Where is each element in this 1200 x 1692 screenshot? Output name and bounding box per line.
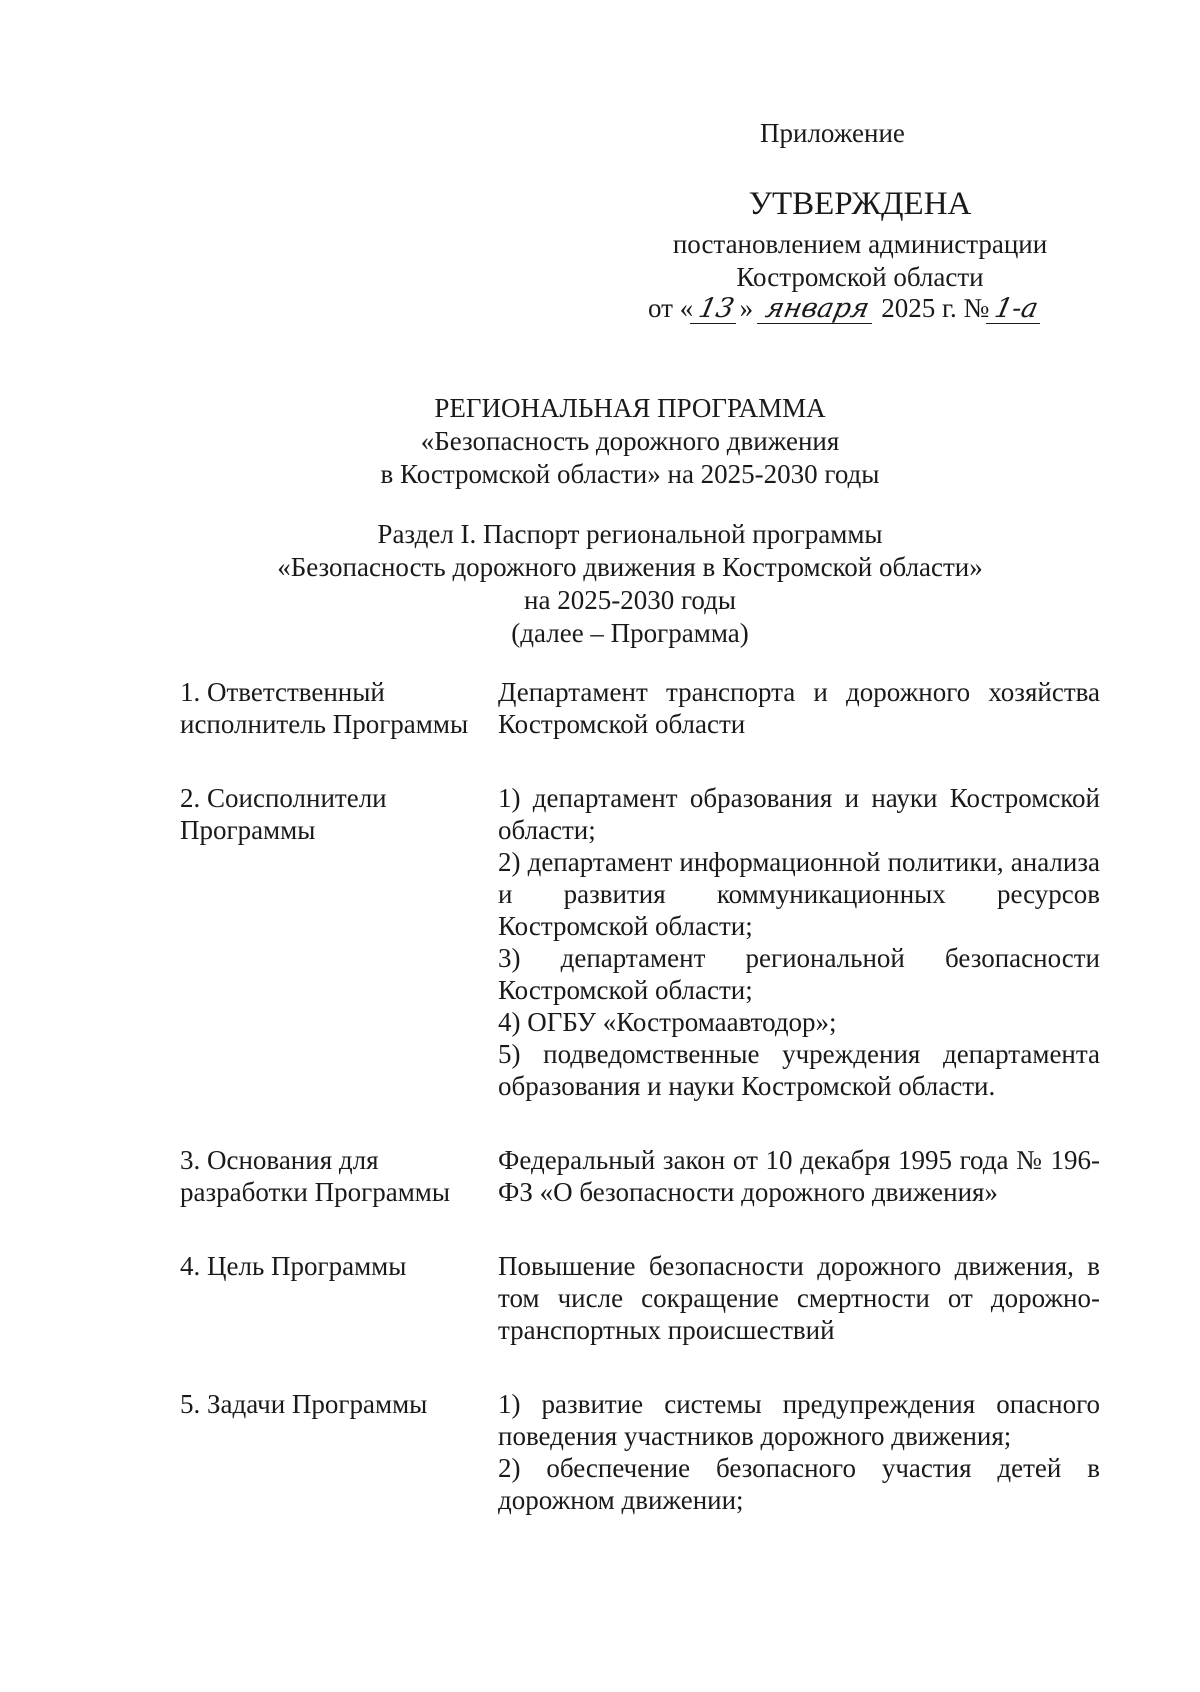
approved-by-line1: постановлением администрации	[672, 229, 1048, 259]
passport-row-label: 3. Основания для разработки Программы	[180, 1145, 450, 1207]
passport-row-value	[498, 1388, 1100, 1516]
approval-date-line	[648, 293, 1044, 324]
program-title	[150, 392, 1110, 491]
approved-by-line2: Костромской области	[736, 262, 984, 292]
passport-row	[180, 782, 1100, 1102]
passport-row-value	[498, 1250, 1100, 1346]
program-title-line3: в Костромской области» на 2025-2030 годы	[380, 459, 880, 489]
appendix-label: Приложение	[760, 118, 905, 148]
passport-row	[180, 1388, 1100, 1516]
section-title-line2: «Безопасность дорожного движения в Костромской области»	[277, 552, 983, 582]
section-title	[150, 518, 1110, 650]
section-title-line4: (далее – Программа)	[511, 618, 749, 648]
program-title-line1: РЕГИОНАЛЬНАЯ ПРОГРАММА	[434, 393, 826, 423]
passport-row	[180, 676, 1100, 740]
passport-value-item: 2) обеспечение безопасного участия детей в дорожном движении;	[498, 1453, 1100, 1515]
passport-row-label: 5. Задачи Программы	[180, 1389, 428, 1419]
section-title-line1: Раздел I. Паспорт региональной программы	[377, 519, 883, 549]
date-month-handwritten: января	[757, 295, 878, 324]
passport-value-item: Повышение безопасности дорожного движения, в том числе сокращение смертности от дорожно-транспортных происшествий	[498, 1251, 1100, 1345]
date-mid: »	[739, 293, 754, 323]
passport-value-item: 1) развитие системы предупреждения опасного поведения участников дорожного движения;	[498, 1389, 1100, 1451]
approved-title: УТВЕРЖДЕНА	[748, 186, 972, 222]
passport-table	[180, 676, 1100, 1548]
passport-row-value	[498, 676, 1100, 740]
passport-value-item: Федеральный закон от 10 декабря 1995 года № 196-ФЗ «О безопасности дорожного движения»	[498, 1145, 1100, 1207]
date-prefix: от «	[648, 293, 694, 323]
passport-row-value	[498, 782, 1100, 1102]
passport-row-label: 1. Ответственный исполнитель Программы	[180, 677, 469, 739]
document-number-handwritten: 1-а	[986, 295, 1047, 324]
passport-row	[180, 1250, 1100, 1346]
passport-value-item: Департамент транспорта и дорожного хозяйства Костромской области	[498, 677, 1100, 739]
section-title-line3: на 2025-2030 годы	[524, 585, 736, 615]
passport-row-label: 2. Соисполнители Программы	[180, 783, 387, 845]
passport-row-value	[498, 1144, 1100, 1208]
date-year: 2025 г. №	[881, 293, 990, 323]
approved-by	[600, 228, 1120, 294]
passport-value-item: 5) подведомственные учреждения департамента образования и науки Костромской области.	[498, 1039, 1100, 1101]
passport-value-item: 3) департамент региональной безопасности Костромской области;	[498, 943, 1100, 1005]
date-day-handwritten: 13	[690, 295, 743, 324]
passport-row-label: 4. Цель Программы	[180, 1251, 407, 1281]
program-title-line2: «Безопасность дорожного движения	[420, 426, 840, 456]
passport-value-item: 2) департамент информационной политики, анализа и развития коммуникационных ресурсов Костромской области;	[498, 847, 1100, 941]
passport-row	[180, 1144, 1100, 1208]
passport-value-item: 4) ОГБУ «Костромаавтодор»;	[498, 1007, 837, 1037]
passport-value-item: 1) департамент образования и науки Костромской области;	[498, 783, 1100, 845]
